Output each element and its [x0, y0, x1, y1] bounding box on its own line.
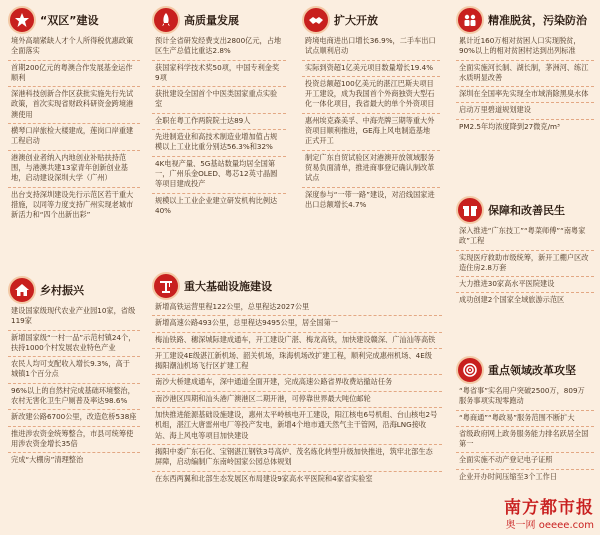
item-list [152, 300, 442, 487]
rocket-icon [158, 12, 174, 28]
list-item [456, 224, 594, 251]
item-text: 新增高速公路493公里，总里程达9495公里，居全国第一 [155, 318, 338, 328]
item-text: 96%以上的自然村完成基础环境整治，农村无害化卫生户厕普及率达98.6% [11, 385, 135, 406]
list-item [152, 349, 442, 376]
list-item [302, 188, 440, 214]
list-item [152, 130, 286, 157]
list-item [152, 333, 442, 349]
item-text: 深度参与“一带一路”建设，对沿线国家进出口总额增长4.7% [305, 189, 435, 209]
item-list [456, 384, 594, 485]
list-item [8, 453, 140, 468]
section-header [8, 276, 140, 306]
item-list [456, 224, 594, 309]
watermark-site: 奥一网 oeeee.com [505, 520, 594, 531]
handshake-icon [308, 12, 324, 28]
item-text: 全面实施河长制、湖长制，茅洲河、练江水质明显改善 [459, 62, 589, 82]
section-gaige [456, 356, 594, 496]
item-text: 先进制造业和高技术制造业增加值占规模以上工业比重分别达56.3%和32% [155, 132, 278, 152]
item-list [152, 34, 286, 219]
crane-icon [158, 278, 174, 294]
list-item [456, 293, 594, 308]
item-text: 推进涉农资金统筹整合，市县可统筹使用涉农资金增长35倍 [11, 428, 134, 448]
list-item [152, 194, 286, 220]
item-text: PM2.5年均浓度降到27微克/m³ [459, 121, 560, 131]
section-header [8, 6, 140, 36]
item-text: 深圳在全国率先实现全市域消除黑臭水体 [459, 89, 589, 99]
list-item [8, 34, 140, 61]
item-text: 省级政府网上政务服务能力排名跃居全国第一 [459, 428, 589, 449]
section-title: “双区”建设 [40, 14, 99, 27]
item-text: 出台支持深圳建设先行示范区若干重大措施，以同等力度支持广州实现老城市新活力和“四个出新出彩” [11, 189, 134, 220]
item-text: 首期200亿元的粤澳合作发展基金运作顺利 [11, 62, 133, 82]
list-item [8, 384, 140, 411]
list-item [8, 410, 140, 426]
list-item [456, 87, 594, 103]
list-item [8, 124, 140, 151]
item-text: “粤省事”实名用户突破2500万，809万服务事项实现零跑动 [459, 386, 585, 406]
item-text: 完成“大棚房”清理整治 [11, 455, 84, 465]
list-item [456, 61, 594, 88]
item-list [456, 34, 594, 135]
list-item [152, 375, 442, 391]
section-header [456, 6, 594, 36]
list-item [152, 157, 286, 194]
list-item [456, 34, 594, 61]
badge [8, 6, 36, 34]
list-item [456, 411, 594, 427]
list-item [152, 392, 442, 408]
section-title: 扩大开放 [334, 14, 378, 27]
list-item [152, 61, 286, 88]
item-text: 获国家科学技术奖50项，中国专利金奖9项 [155, 62, 280, 82]
item-text: 惠州埃克森美孚、中海壳牌三期等重大外资项目顺利推进，GE海上风电制造基地正式开工 [305, 115, 435, 146]
item-text: 累计近160万相对贫困人口实现脱贫，90%以上的相对贫困村达到出列标准 [459, 36, 581, 56]
section-baozhang [456, 196, 594, 346]
list-item [152, 445, 442, 472]
item-list [8, 34, 140, 223]
list-item [456, 427, 594, 454]
section-title: 保障和改善民生 [488, 204, 565, 217]
item-text: 企业开办时间压缩至3个工作日 [459, 471, 558, 481]
star-icon [14, 12, 30, 28]
section-title: 乡村振兴 [40, 284, 84, 297]
item-text: 南沙大桥建成通车，深中通道全面开建，完成高速公路省界收费站撤站任务 [155, 377, 393, 387]
list-item [456, 470, 594, 485]
section-zhongda [152, 272, 442, 532]
item-text: 深港科技创新合作区获批实施先行先试政策，首次实现省财政科研资金跨境港澳使用 [11, 89, 134, 119]
item-text: 全面实施不动产登记电子证照 [459, 455, 553, 465]
list-item [456, 277, 594, 293]
section-gaozhiliang [152, 6, 286, 258]
list-item [8, 188, 140, 224]
item-text: 大力推进30家高水平医院建设 [459, 279, 555, 289]
item-text: 港澳创业者纳入内地创业补贴扶持范围，与港澳共建13家青年创新创业基地，启动建设深圳大学（广州） [11, 152, 128, 183]
badge [8, 276, 36, 304]
badge [152, 6, 180, 34]
section-jizhun [456, 6, 594, 186]
list-item [152, 316, 442, 332]
section-xiangcun [8, 276, 140, 531]
list-item [8, 357, 140, 384]
list-item [302, 61, 440, 77]
item-text: 4K电视产量、5G基站数量均居全国第一，广州乐金OLED、粤芯12英寸晶圆等项目建成投产 [155, 158, 278, 189]
item-text: 全职在粤工作两院院士达89人 [155, 115, 251, 125]
item-text: 规模以上工业企业建立研发机构比例达40% [155, 195, 278, 215]
badge [152, 272, 180, 300]
item-text: 揭阳中委广东石化、宝钢湛江钢铁3号高炉、茂名炼化转型升级加快推进，筑牢北部生态屏障，启动编制广东南岭国家公园总体规划 [155, 446, 433, 467]
section-shuangqu [8, 6, 140, 264]
item-text: 横琴口岸旅检大楼建成，莲岗口岸重建工程启动 [11, 126, 134, 146]
item-text: 农民人均可支配收入增长9.3%，高于城镇1个百分点 [11, 359, 130, 379]
item-text: 实现医疗救助市级统筹，新开工棚户区改造住房2.8万套 [459, 252, 589, 272]
item-text: 预计全省研发经费支出2800亿元，占地区生产总值比重达2.8% [155, 36, 282, 56]
item-text: 实际到资超1亿美元项目数量增长19.4% [305, 62, 434, 72]
list-item [152, 300, 442, 316]
people-icon [462, 12, 478, 28]
item-text: 启动万里碧道规划建设 [459, 105, 531, 115]
section-title: 重大基础设施建设 [184, 280, 272, 293]
section-header [456, 356, 594, 386]
badge [456, 356, 484, 384]
list-item [152, 34, 286, 61]
item-text: 南沙港区四期和汕头港广澳港区二期开港，可停靠世界最大吨位邮轮 [155, 393, 371, 403]
list-item [456, 251, 594, 278]
list-item [456, 103, 594, 119]
item-text: 制定广东自贸试验区对港澳开放领域服务贸易负面清单，推进商事登记确认制改革试点 [305, 152, 435, 183]
target-icon [462, 362, 478, 378]
watermark-logo: 南方都市报 [504, 498, 594, 518]
item-text: 梅汕铁路、穗深城际建成通车，开工建设广湛、梅龙高铁，加快建设赣深、广汕汕等高铁 [155, 334, 436, 344]
list-item [8, 427, 140, 454]
item-text: 获批建设全国首个中医类国家重点实验室 [155, 89, 278, 109]
item-text: 跨境电商进出口增长36.9%，二手车出口试点顺利启动 [305, 36, 436, 56]
list-item [456, 384, 594, 411]
list-item [302, 34, 440, 61]
list-item [302, 77, 440, 114]
house-icon [14, 282, 30, 298]
watermark [504, 493, 594, 531]
section-header [152, 6, 286, 36]
section-title: 重点领域改革攻坚 [488, 364, 576, 377]
item-text: 投资总额超100亿美元的湛江巴斯夫项目开工建设，成为我国首个外商独资大型石化一体化项目，我省最大的单个外资项目 [305, 78, 435, 109]
item-text: “粤商通”“粤政易”服务范围不断扩大 [459, 412, 575, 422]
item-text: 深入推进“广东技工”“粤菜师傅”“南粤家政”工程 [459, 226, 586, 246]
list-item [8, 151, 140, 188]
list-item [456, 453, 594, 469]
list-item [302, 114, 440, 151]
item-list [302, 34, 440, 213]
item-text: 开工建设4E级湛江新机场、韶关机场，珠海机场改扩建工程，顺利完成惠州机场、4E级揭阳潮汕机场飞行区扩建工程 [155, 350, 432, 371]
list-item [456, 120, 594, 135]
gift-icon [462, 202, 478, 218]
section-kuoda [302, 6, 440, 260]
item-text: 在东西两翼和北部生态发展区布局建设9家高水平医院和4家省实验室 [155, 473, 373, 483]
badge [456, 196, 484, 224]
item-text: 新增高铁运营里程122公里，总里程达2027公里 [155, 302, 310, 311]
item-text: 成功创建2个国家全域旅游示范区 [459, 295, 565, 305]
list-item [302, 151, 440, 188]
list-item [152, 87, 286, 114]
item-text: 新改建公路6700公里，改造危桥538座 [11, 412, 137, 422]
section-header [456, 196, 594, 226]
section-header [302, 6, 440, 36]
list-item [152, 472, 442, 487]
list-item [8, 61, 140, 88]
section-title: 精准脱贫，污染防治 [488, 14, 587, 27]
item-list [8, 304, 140, 469]
section-title: 高质量发展 [184, 14, 239, 27]
item-text: 境外高端紧缺人才个人所得税优惠政策全面落实 [11, 36, 134, 56]
list-item [152, 114, 286, 130]
item-text: 加快推进能源基础设施建设，惠州太平岭核电开工建设，阳江核电6号机组、台山核电2号机组，湛江大唐雷州电厂等投产发电，新增4个地市通天然气主干管网，沿海LNG接收站、海上风电等项目加快建设 [155, 410, 438, 440]
section-header [152, 272, 442, 302]
item-text: 建设国家级现代农业产业园10家，省级119家 [11, 306, 136, 326]
list-item [8, 87, 140, 124]
badge [302, 6, 330, 34]
badge [456, 6, 484, 34]
item-text: 新增国家级“一村一品”示范村镇24个，扶持1000个村发展农业特色产业 [11, 332, 136, 352]
list-item [8, 331, 140, 358]
list-item [8, 304, 140, 331]
list-item [152, 408, 442, 445]
